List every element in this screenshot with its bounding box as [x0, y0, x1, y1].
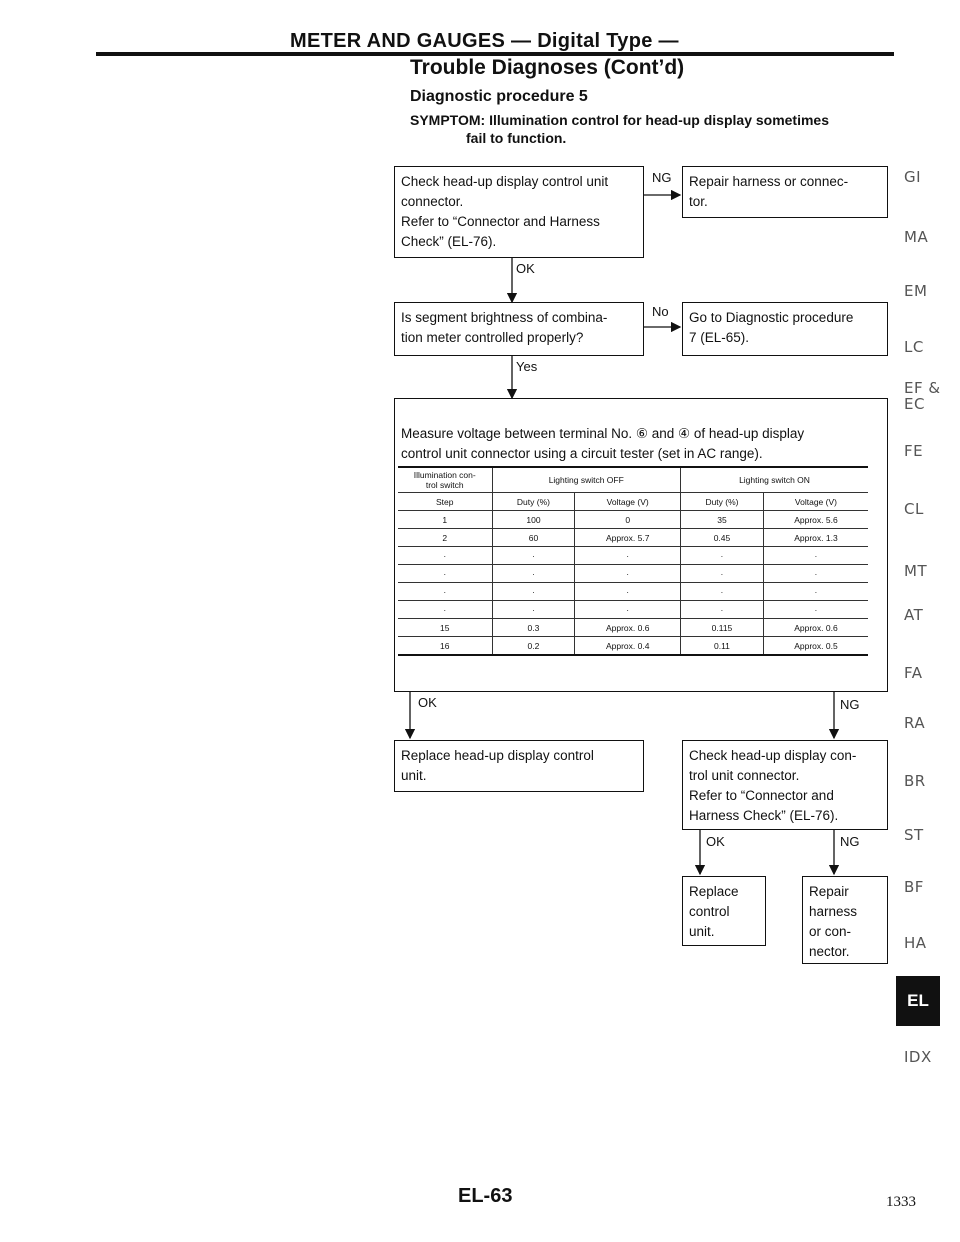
cell: · — [492, 547, 575, 565]
cell: · — [575, 583, 681, 601]
label-yes: Yes — [516, 359, 538, 374]
cell: 0.3 — [492, 619, 575, 637]
side-tab-ef-ec[interactable]: EF & EC — [904, 379, 941, 413]
cell: 0.45 — [681, 529, 764, 547]
side-tab-bf[interactable]: BF — [904, 878, 924, 896]
side-tab-fa[interactable]: FA — [904, 664, 923, 682]
side-tab-mt[interactable]: MT — [904, 562, 928, 580]
symptom-line-2: fail to function. — [466, 130, 567, 146]
cell: 60 — [492, 529, 575, 547]
th-duty-on: Duty (%) — [681, 493, 764, 511]
cell: 2 — [398, 529, 492, 547]
th-step: Step — [398, 493, 492, 511]
cell: · — [398, 583, 492, 601]
th-voltage-off: Voltage (V) — [575, 493, 681, 511]
cell: 0.115 — [681, 619, 764, 637]
table-row — [398, 637, 868, 656]
label-ok-3: OK — [706, 834, 725, 849]
side-tab-idx[interactable]: IDX — [904, 1048, 932, 1066]
label-ng-2: NG — [840, 697, 860, 712]
cell: Approx. 0.4 — [575, 637, 681, 656]
cell: 0.11 — [681, 637, 764, 656]
cell: 0.2 — [492, 637, 575, 656]
cell: Approx. 0.6 — [763, 619, 868, 637]
table-row — [398, 529, 868, 547]
page-header-title: METER AND GAUGES — Digital Type — — [290, 30, 679, 52]
cell: · — [575, 565, 681, 583]
page-code: EL-63 — [458, 1185, 513, 1207]
cell: Approx. 1.3 — [763, 529, 868, 547]
cell: 15 — [398, 619, 492, 637]
table-row — [398, 565, 868, 583]
th-lighting-on: Lighting switch ON — [681, 467, 868, 493]
th-voltage-on: Voltage (V) — [763, 493, 868, 511]
cell: 35 — [681, 511, 764, 529]
th-illumination-switch: Illumination con- trol switch — [398, 467, 492, 493]
segment-brightness-box: Is segment brightness of combina- tion meter controlled properly? — [394, 302, 644, 356]
table-row — [398, 511, 868, 529]
cell: · — [681, 565, 764, 583]
section-title: Trouble Diagnoses (Cont’d) — [410, 56, 685, 79]
side-tab-at[interactable]: AT — [904, 606, 924, 624]
table-row — [398, 601, 868, 619]
replace-control-unit-box: Replace control unit. — [682, 876, 766, 946]
cell: · — [763, 565, 868, 583]
table-row — [398, 583, 868, 601]
th-lighting-off: Lighting switch OFF — [492, 467, 681, 493]
label-ng-1: NG — [652, 170, 672, 185]
label-ok-2: OK — [418, 695, 437, 710]
table-row — [398, 547, 868, 565]
goto-procedure-7-box: Go to Diagnostic procedure 7 (EL-65). — [682, 302, 888, 356]
page-number: 1333 — [886, 1194, 916, 1210]
cell: · — [681, 601, 764, 619]
cell: · — [492, 583, 575, 601]
side-tab-st[interactable]: ST — [904, 826, 924, 844]
side-tab-em[interactable]: EM — [904, 282, 928, 300]
cell: · — [763, 601, 868, 619]
cell: Approx. 5.7 — [575, 529, 681, 547]
check-connector-box: Check head-up display control unit connector. Refer to “Connector and Harness Check” (EL-76). — [394, 166, 644, 258]
cell: 16 — [398, 637, 492, 656]
cell: · — [398, 601, 492, 619]
cell: · — [575, 601, 681, 619]
cell: 1 — [398, 511, 492, 529]
side-tab-lc[interactable]: LC — [904, 338, 924, 356]
measure-voltage-text: Measure voltage between terminal No. ⑥ and ④ of head-up display control unit connector using a circuit tester (set in AC range). — [401, 426, 805, 461]
repair-harness-final-box: Repair harness or con- nector. — [802, 876, 888, 964]
procedure-title: Diagnostic procedure 5 — [410, 88, 588, 105]
side-tab-el-active[interactable]: EL — [896, 976, 940, 1026]
th-duty-off: Duty (%) — [492, 493, 575, 511]
cell: · — [398, 565, 492, 583]
check-connector-again-box: Check head-up display con- trol unit connector. Refer to “Connector and Harness Check” (EL-76). — [682, 740, 888, 830]
cell: Approx. 5.6 — [763, 511, 868, 529]
label-ok-1: OK — [516, 261, 535, 276]
side-tab-fe[interactable]: FE — [904, 442, 924, 460]
repair-harness-box: Repair harness or connec- tor. — [682, 166, 888, 218]
cell: · — [681, 583, 764, 601]
duty-voltage-table — [398, 466, 868, 656]
cell: 100 — [492, 511, 575, 529]
cell: · — [398, 547, 492, 565]
table-row — [398, 619, 868, 637]
cell: · — [763, 583, 868, 601]
side-tab-gi[interactable]: GI — [904, 168, 922, 186]
cell: Approx. 0.6 — [575, 619, 681, 637]
label-no: No — [652, 304, 669, 319]
replace-hud-unit-box: Replace head-up display control unit. — [394, 740, 644, 792]
cell: · — [492, 565, 575, 583]
side-tab-ha[interactable]: HA — [904, 934, 927, 952]
side-tab-cl[interactable]: CL — [904, 500, 924, 518]
cell: · — [681, 547, 764, 565]
side-tab-ma[interactable]: MA — [904, 228, 929, 246]
symptom-line-1: SYMPTOM: Illumination control for head-up display sometimes — [410, 112, 830, 128]
cell: · — [492, 601, 575, 619]
side-tab-br[interactable]: BR — [904, 772, 926, 790]
side-tab-ra[interactable]: RA — [904, 714, 926, 732]
cell: 0 — [575, 511, 681, 529]
label-ng-3: NG — [840, 834, 860, 849]
cell: · — [575, 547, 681, 565]
cell: Approx. 0.5 — [763, 637, 868, 656]
cell: · — [763, 547, 868, 565]
